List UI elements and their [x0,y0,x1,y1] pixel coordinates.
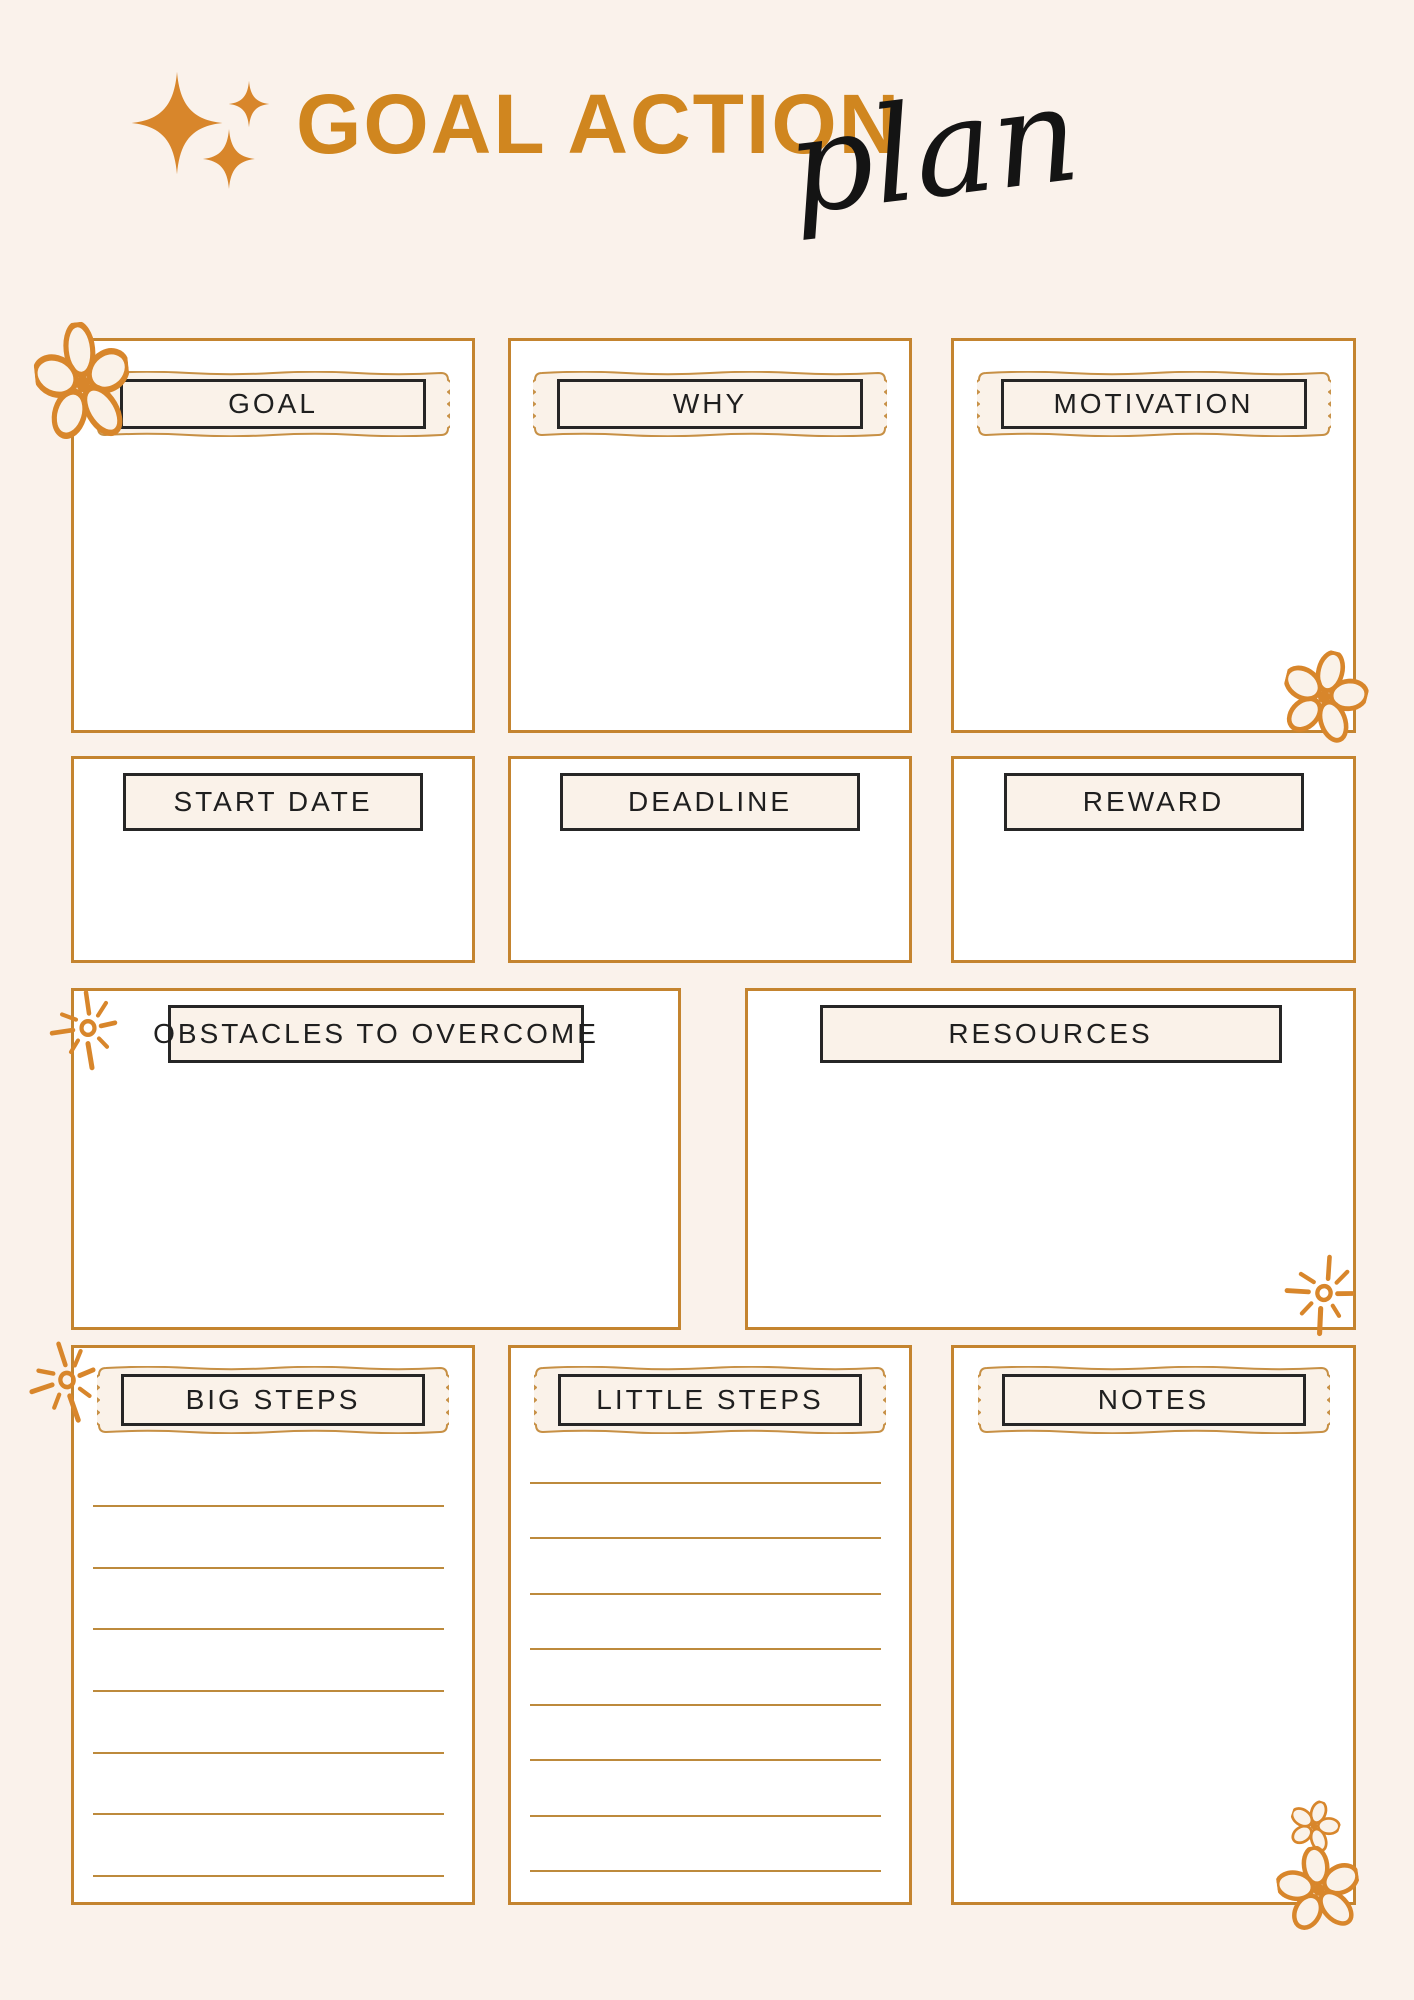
big-steps-label: BIG STEPS [185,1384,361,1415]
resources-section [745,988,1356,1330]
notes-label: NOTES [1097,1384,1210,1415]
deadline-label-frame [560,773,860,831]
little-steps-writing-lines[interactable] [530,1482,881,1872]
little-steps-label: LITTLE STEPS [596,1384,824,1415]
reward-section [951,756,1356,963]
reward-label: REWARD [1082,786,1225,817]
goal-label-frame [96,371,450,437]
big-steps-label-frame [97,1366,449,1434]
why-label: WHY [672,388,748,419]
page-title-script: plan [779,56,1087,246]
notes-label-frame [978,1366,1330,1434]
start-date-section [71,756,475,963]
resources-label-frame [820,1005,1282,1063]
deadline-write-area[interactable] [521,843,899,952]
big-steps-writing-lines[interactable] [93,1505,444,1877]
goal-section [71,338,475,733]
why-label-frame [533,371,887,437]
why-write-area[interactable] [521,453,899,720]
little-steps-label-frame [534,1366,886,1434]
start-date-write-area[interactable] [84,843,462,952]
motivation-label-frame [977,371,1331,437]
page-title: GOAL ACTION [296,77,902,171]
resources-label: RESOURCES [948,1018,1153,1049]
start-date-label: START DATE [173,786,373,817]
deadline-label: DEADLINE [627,786,793,817]
obstacles-label-frame [153,1005,599,1063]
deadline-section [508,756,912,963]
big-steps-section [71,1345,475,1905]
start-date-label-frame [123,773,423,831]
notes-section [951,1345,1356,1905]
motivation-label: MOTIVATION [1053,388,1254,419]
sparkle-icon [228,80,270,128]
notes-write-area[interactable] [964,1458,1343,1892]
obstacles-section [71,988,681,1330]
reward-label-frame [1004,773,1304,831]
reward-write-area[interactable] [964,843,1343,952]
sparkle-icon [202,128,256,190]
resources-write-area[interactable] [758,1075,1343,1319]
why-section [508,338,912,733]
sparkle-icon [130,70,224,176]
motivation-section [951,338,1356,733]
goal-label: GOAL [228,388,318,419]
little-steps-section [508,1345,912,1905]
obstacles-label: OBSTACLES TO OVERCOME [153,1018,599,1049]
motivation-write-area[interactable] [964,453,1343,720]
goal-write-area[interactable] [84,453,462,720]
obstacles-write-area[interactable] [84,1075,668,1319]
